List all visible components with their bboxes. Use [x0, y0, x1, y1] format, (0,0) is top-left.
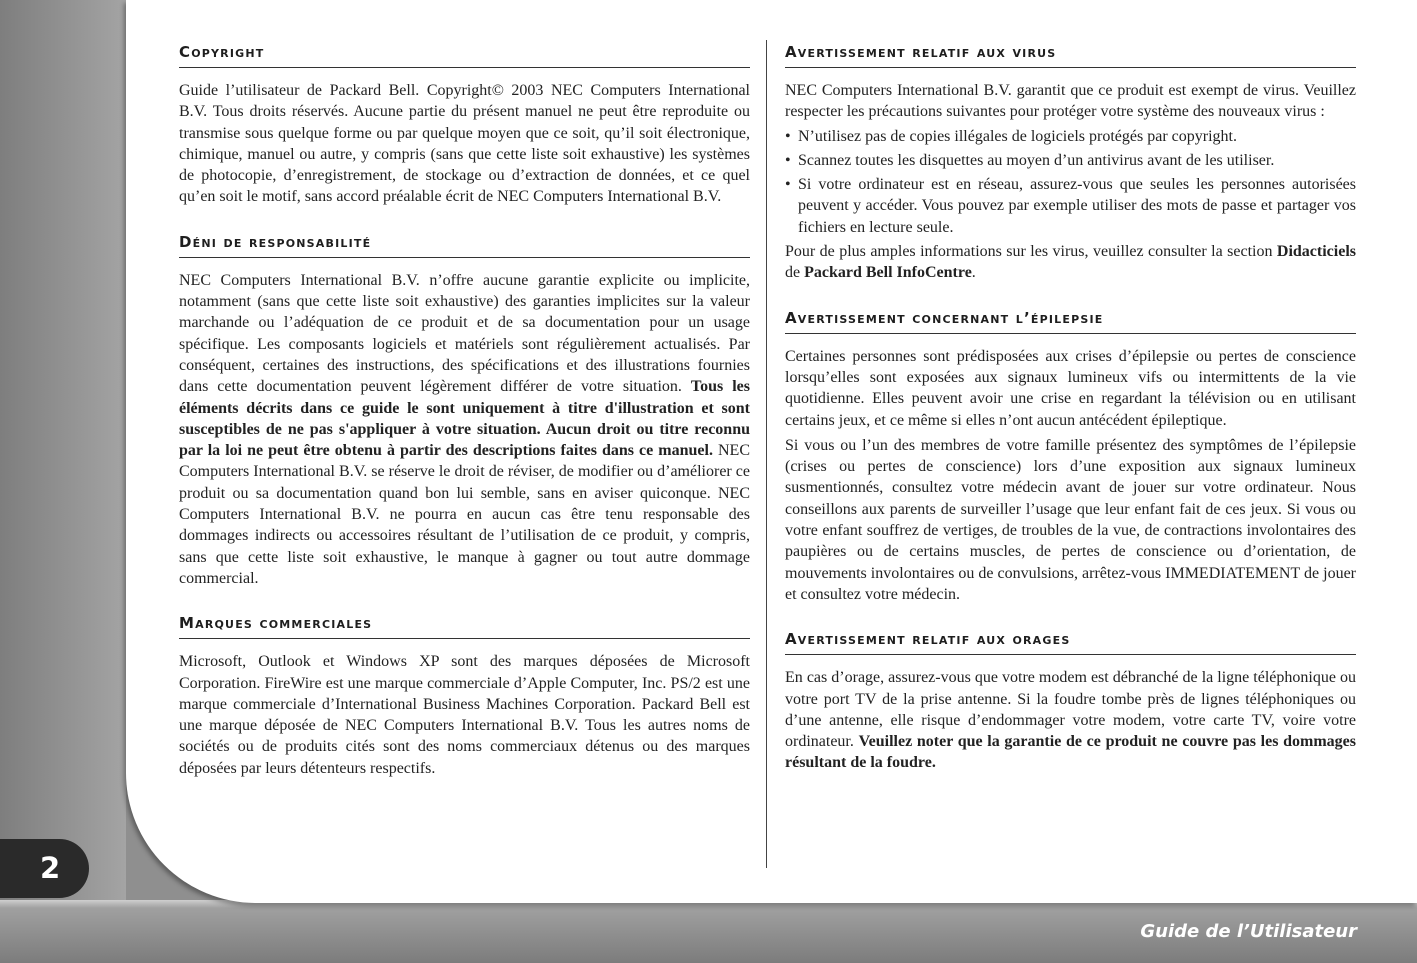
virus-outro-part2: de [785, 264, 805, 282]
section-epilepsy [785, 306, 1356, 606]
disclaimer-text-bold: Tous les éléments décrits dans ce guide le sont uniquement à titre d'illustration et sont susceptibles de ne pas s'appliquer à votre situation. Aucun droit ou titre reconnu par la loi ne peut être obtenu à partir des descriptions faites dans ce manuel. [179, 378, 750, 460]
copyright-text: Guide l’utilisateur de Packard Bell. Copyright© 2003 NEC Computers International B.V. Tous droits réservés. Aucune partie du présent manuel ne peut être reproduite ou transmise sous quelque forme ou par quelque moyen que ce soit, qu’il soit électronique, chimique, manuel ou autre, y compris (sans que cette liste soit exhaustive) les systèmes de photocopie, d’enregistrement, de stockage ou d’extraction de données, et ce quel qu’en soit le motif, sans accord préalable écrit de NEC Computers International B.V. [179, 82, 750, 206]
storms-text-part1: En cas d’orage, assurez-vous que votre modem est débranché de la ligne téléphonique ou votre port TV de la prise antenne. Si la foudre tombe près de lignes téléphoniques ou d’une antenne, elle risque d’endommager votre modem, votre carte TV, voire votre ordinateur. [785, 669, 1356, 751]
heading-disclaimer: Déni de responsabilité [179, 230, 750, 258]
list-item: • Si votre ordinateur est en réseau, assurez-vous que seules les personnes autorisées peuvent y accéder. Vous pouvez par exemple utiliser des mots de passe et partager vos fichiers en lecture seule. [785, 174, 1356, 238]
virus-intro: NEC Computers International B.V. garantit que ce produit est exempt de virus. Veuillez respecter les précautions suivantes pour protéger votre système des nouveaux virus : [785, 82, 1356, 121]
trademarks-text: Microsoft, Outlook et Windows XP sont des marques déposées de Microsoft Corporation. FireWire est une marque commerciale d’Apple Computer, Inc. PS/2 est une marque commerciale d’International Business Machines Corporation. Packard Bell est une marque déposée de NEC Computers International B.V. Tous les autres noms de sociétés ou de produits cités sont des noms commerciaux détenus ou des marques déposées par leurs détenteurs respectifs. [179, 653, 750, 777]
footer-title: Guide de l’Utilisateur [1140, 921, 1357, 942]
list-item: • N’utilisez pas de copies illégales de logiciels protégés par copyright. [785, 126, 1356, 147]
virus-precautions-list [785, 126, 1356, 238]
epilepsy-paragraph-1: Certaines personnes sont prédisposées aux crises d’épilepsie ou pertes de conscience lorsqu’elles sont exposées aux signaux lumineux vifs ou intermittents de la vie quotidienne. Elles peuvent avoir une crise en regardant la télévision ou en utilisant certains jeux, et ce même si elles n’ont aucun antécédent épileptique. [785, 347, 1356, 429]
virus-outro-part1: Pour de plus amples informations sur les virus, veuillez consulter la section [785, 243, 1277, 261]
epilepsy-paragraph-2: Si vous ou l’un des membres de votre famille présentez des symptômes de l’épilepsie (crises ou pertes de conscience) lors d’une exposition aux signaux lumineux susmentionnés, consultez votre médecin avant de jouer sur votre ordinateur. Nous conseillons aux parents de surveiller l’usage que leur enfant fait de ces jeux. Si vous ou votre enfant souffrez de vertiges, de troubles de la vue, de contractions involontaires des paupières ou de certains muscles, de pertes de conscience ou d’orientation, de mouvements involontaires ou de convulsions, arrêtez-vous IMMEDIATEMENT de jouer et consultez votre médecin. [785, 436, 1356, 603]
storms-text-bold: Veuillez noter que la garantie de ce produit ne couvre pas les dommages résultant de la foudre. [785, 733, 1356, 772]
section-trademarks [179, 611, 750, 779]
storms-text [785, 667, 1356, 773]
section-storms [785, 627, 1356, 773]
disclaimer-text-part1: NEC Computers International B.V. n’offre aucune garantie explicite ou implicite, notamment (sans que cette liste soit exhaustive) des garanties implicites sur la valeur marchande ou l’adéquation de ce produit et de sa documentation pour un usage spécifique. Les composants logiciels et matériels sont régulièrement actualisés. Par conséquent, certaines des instructions, des spécifications et des illustrations fournies dans cette documentation peuvent légèrement différer de votre situation. [179, 271, 750, 396]
section-copyright [179, 40, 750, 208]
page-number-tab: 2 [0, 839, 89, 898]
left-column [179, 40, 750, 801]
list-item: • Scannez toutes les disquettes au moyen d’un antivirus avant de les utiliser. [785, 150, 1356, 171]
heading-trademarks: Marques commerciales [179, 611, 750, 639]
heading-storms: Avertissement relatif aux orages [785, 627, 1356, 655]
section-disclaimer [179, 230, 750, 589]
heading-virus: Avertissement relatif aux virus [785, 40, 1356, 68]
virus-outro [785, 241, 1356, 284]
left-margin-strip [0, 0, 126, 963]
disclaimer-text-part2: NEC Computers International B.V. se réserve le droit de réviser, de modifier ou d’améliorer ce produit ou sa documentation quand bon lui semble, sans en aviser quiconque. NEC Computers International B.V. ne pourra en aucun cas être tenu responsable des dommages indirects ou accessoires résultant de l’utilisation de ce produit, y compris, sans que cette liste soit exhaustive, le manque à gagner ou tout autre dommage commercial. [179, 442, 750, 587]
virus-outro-infocentre: Packard Bell InfoCentre [804, 264, 972, 282]
column-divider [766, 40, 767, 868]
virus-outro-didacticiels: Didacticiels [1276, 243, 1356, 261]
disclaimer-text [179, 270, 750, 589]
section-virus [785, 40, 1356, 284]
right-column [785, 40, 1356, 796]
virus-outro-part3: . [971, 264, 976, 282]
heading-copyright: Copyright [179, 40, 750, 68]
heading-epilepsy: Avertissement concernant l’épilepsie [785, 306, 1356, 334]
